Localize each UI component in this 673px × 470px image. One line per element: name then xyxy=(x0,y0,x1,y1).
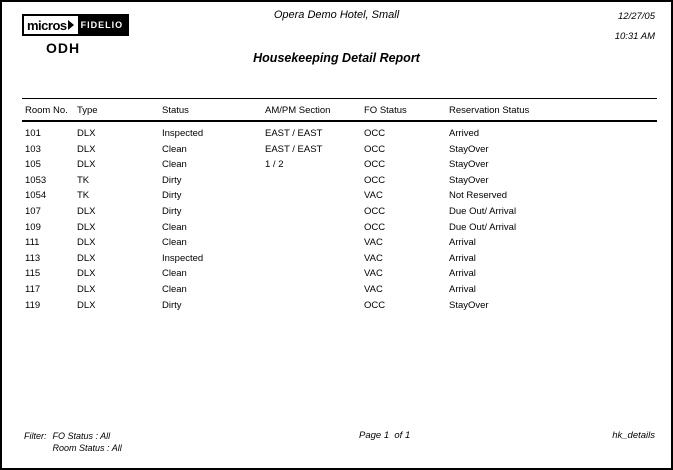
table-cell: Dirty xyxy=(162,299,182,311)
table-cell: DLX xyxy=(77,221,96,233)
table-cell: Arrival xyxy=(449,283,476,295)
table-cell: TK xyxy=(77,174,90,186)
table-cell: Clean xyxy=(162,268,187,280)
table-row xyxy=(22,173,657,189)
column-header: AM/PM Section xyxy=(265,105,331,116)
table-cell: OCC xyxy=(364,143,386,155)
table-cell: 107 xyxy=(25,205,41,217)
table-cell: Arrival xyxy=(449,268,476,280)
table-header-row xyxy=(22,98,657,122)
table-row xyxy=(22,157,657,173)
table-row xyxy=(22,220,657,236)
column-header: FO Status xyxy=(364,105,407,116)
hotel-name: Opera Demo Hotel, Small xyxy=(273,9,400,21)
column-header: Type xyxy=(77,105,98,116)
table-row xyxy=(22,188,657,204)
table-cell: EAST / EAST xyxy=(265,128,323,139)
table-cell: VAC xyxy=(364,283,383,295)
property-code: ODH xyxy=(45,40,81,56)
table-cell: Clean xyxy=(162,143,187,155)
table-row xyxy=(22,142,657,158)
table-cell: 1053 xyxy=(25,174,47,186)
report-title: Housekeeping Detail Report xyxy=(253,51,420,65)
table-cell: VAC xyxy=(364,190,383,202)
table-cell: VAC xyxy=(364,237,383,249)
table-cell xyxy=(262,235,361,251)
table-cell: OCC xyxy=(364,299,386,311)
table-cell: 105 xyxy=(25,159,41,171)
table-cell: DLX xyxy=(77,128,96,139)
table-cell: Arrived xyxy=(449,128,480,139)
table-row xyxy=(22,235,657,251)
table-cell xyxy=(262,282,361,298)
table-cell: Due Out/ Arrival xyxy=(449,221,517,233)
table-cell: 103 xyxy=(25,143,41,155)
table-cell: Due Out/ Arrival xyxy=(449,205,517,217)
table-row xyxy=(22,204,657,220)
table-row xyxy=(22,251,657,267)
table-cell xyxy=(262,251,361,267)
table-cell: DLX xyxy=(77,268,96,280)
table-cell: 101 xyxy=(25,128,41,139)
filter-label: Filter: xyxy=(24,431,47,441)
table-cell: DLX xyxy=(77,237,96,249)
report-file-name: hk_details xyxy=(612,430,655,441)
table-cell: Dirty xyxy=(162,190,182,202)
table-cell: OCC xyxy=(364,221,386,233)
column-header: Status xyxy=(162,105,189,116)
table-cell: 113 xyxy=(25,252,41,264)
table-cell: StayOver xyxy=(449,159,489,171)
table-cell: VAC xyxy=(364,252,383,264)
table-cell: Clean xyxy=(162,159,187,171)
table-cell: DLX xyxy=(77,299,96,311)
table-cell: DLX xyxy=(77,143,96,155)
filter-values xyxy=(53,430,122,454)
table-cell: 119 xyxy=(25,299,41,311)
table-cell: Dirty xyxy=(162,174,182,186)
logo-micros-text: micros xyxy=(24,16,68,34)
table-cell: Arrival xyxy=(449,252,476,264)
table-cell: 111 xyxy=(25,237,40,249)
table-cell xyxy=(262,266,361,282)
table-cell: TK xyxy=(77,190,90,202)
table-cell xyxy=(262,188,361,204)
report-date: 12/27/05 xyxy=(618,11,655,22)
table-cell: DLX xyxy=(77,283,96,295)
table-cell: DLX xyxy=(77,159,96,171)
page-number: Page 1 of 1 xyxy=(359,430,411,441)
filter-line: FO Status : All xyxy=(52,431,111,441)
table-cell: Arrival xyxy=(449,237,476,249)
table-cell xyxy=(262,173,361,189)
column-header: Reservation Status xyxy=(449,105,530,116)
filter-block xyxy=(24,430,122,454)
table-cell xyxy=(262,220,361,236)
table-row xyxy=(22,282,657,298)
table-cell: 117 xyxy=(25,283,41,295)
table-cell: 1054 xyxy=(25,190,47,202)
table-cell: VAC xyxy=(364,268,383,280)
table-cell: EAST / EAST xyxy=(265,143,323,155)
filter-line: Room Status : All xyxy=(52,443,122,453)
table-cell: OCC xyxy=(364,205,386,217)
table-cell: StayOver xyxy=(449,174,489,186)
table-cell: Inspected xyxy=(162,128,204,139)
report-table xyxy=(22,98,657,313)
table-cell: 109 xyxy=(25,221,41,233)
table-cell: DLX xyxy=(77,252,96,264)
table-cell xyxy=(262,298,361,314)
table-cell: Inspected xyxy=(162,252,204,264)
table-cell: Clean xyxy=(162,237,187,249)
table-row xyxy=(22,266,657,282)
table-cell: Not Reserved xyxy=(449,190,508,202)
table-cell: StayOver xyxy=(449,143,489,155)
logo-fidelio-text: FIDELIO xyxy=(78,16,128,34)
table-cell: 115 xyxy=(25,268,41,280)
table-cell: Clean xyxy=(162,221,187,233)
column-header: Room No. xyxy=(25,105,68,116)
table-row xyxy=(22,126,657,142)
table-cell: DLX xyxy=(77,205,96,217)
table-cell: StayOver xyxy=(449,299,489,311)
table-cell: Clean xyxy=(162,283,187,295)
report-time: 10:31 AM xyxy=(614,31,655,42)
table-cell: 1 / 2 xyxy=(265,159,284,171)
table-cell: Dirty xyxy=(162,205,182,217)
table-cell xyxy=(262,204,361,220)
table-cell: OCC xyxy=(364,128,386,139)
table-cell: OCC xyxy=(364,174,386,186)
table-row xyxy=(22,298,657,314)
report-table-body xyxy=(22,122,657,313)
table-cell: OCC xyxy=(364,159,386,171)
